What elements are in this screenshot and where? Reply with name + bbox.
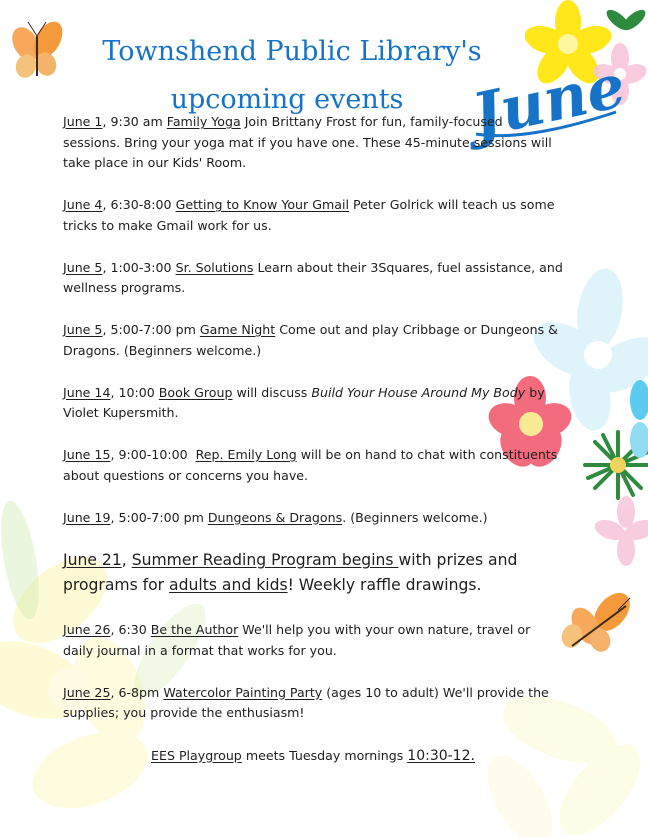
book-title: Build Your House Around My Body — [311, 384, 526, 400]
playgroup-time: 10:30-12. — [407, 747, 475, 764]
event-description: . (Beginners welcome.) — [342, 509, 488, 525]
event-date: June 21 — [63, 551, 122, 569]
event-audience: adults and kids — [169, 576, 288, 594]
event-item: June 15, 9:00-10:00 Rep. Emily Long will be on hand to chat with constituents about questions or concerns you have. — [63, 447, 558, 483]
event-description: Peter Golrick will teach us some tricks to make Gmail work for us. — [63, 197, 555, 233]
playgroup-name: EES Playgroup — [151, 747, 242, 763]
event-item: June 5, 5:00-7:00 pm Game Night Come out and play Cribbage or Dungeons & Dragons. (Beginners welcome.) — [63, 322, 558, 358]
event-item: June 26, 6:30 Be the Author We'll help you with your own nature, travel or daily journal in a format that works for you. — [63, 622, 531, 658]
svg-text:June: June — [466, 51, 632, 152]
event-name: Watercolor Painting Party — [163, 684, 323, 700]
event-item-highlight: June 21, Summer Reading Program begins with prizes and programs for adults and kids! Weekly raffle drawings. — [63, 551, 518, 594]
event-time: 9:00-10:00 — [118, 447, 196, 462]
event-date: June 5 — [63, 259, 103, 275]
page-subtitle: upcoming events — [170, 84, 404, 115]
event-item: June 19, 5:00-7:00 pm Dungeons & Dragons. (Beginners welcome.) — [63, 509, 488, 525]
event-date: June 1 — [63, 114, 103, 129]
event-item: June 4, 6:30-8:00 Getting to Know Your Gmail Peter Golrick will teach us some tricks to make Gmail work for us. — [63, 197, 555, 233]
page-title: Townshend Public Library's — [102, 36, 482, 67]
event-date: June 14 — [63, 384, 111, 400]
leaf-icon — [603, 6, 648, 33]
event-name: Book Group — [158, 384, 233, 400]
event-date: June 15 — [63, 447, 111, 462]
event-name: Game Night — [199, 322, 276, 337]
event-description: Join Brittany Frost for fun, family-focused sessions. Bring your yoga mat if you have one. These 45-minute sessions will take place in our Kids' Room. — [63, 114, 552, 170]
butterfly-icon — [558, 586, 636, 655]
event-time: 9:30 am — [110, 114, 167, 129]
event-description: will be on hand to chat with constituents about questions or concerns you have. — [63, 447, 558, 483]
event-name: Getting to Know Your Gmail — [175, 197, 349, 212]
event-time: 6-8pm — [118, 684, 164, 700]
event-item: June 5, 1:00-3:00 Sr. Solutions Learn about their 3Squares, fuel assistance, and wellness programs. — [63, 259, 563, 295]
event-time: 5:00-7:00 pm — [118, 509, 208, 525]
event-time: 5:00-7:00 pm — [110, 322, 200, 337]
event-time: 10:00 — [118, 384, 159, 400]
flower-icon — [592, 496, 648, 566]
footer-note: EES Playgroup meets Tuesday mornings 10:30-12. — [151, 747, 475, 764]
event-name: Summer Reading Program begins — [131, 551, 399, 569]
event-list — [63, 112, 563, 766]
event-description: Learn about their 3Squares, fuel assistance, and wellness programs. — [63, 259, 563, 295]
event-description: We'll help you with your own nature, travel or daily journal in a format that works for you. — [63, 622, 531, 658]
event-item: June 25, 6-8pm Watercolor Painting Party (ages 10 to adult) We'll provide the supplies; you provide the enthusiasm! — [63, 684, 549, 720]
event-description: ! Weekly raffle drawings. — [287, 576, 482, 594]
event-time: 6:30 — [118, 622, 151, 637]
event-time: 6:30-8:00 — [110, 197, 176, 212]
event-description: (ages 10 to adult) We'll provide the supplies; you provide the enthusiasm! — [63, 684, 549, 720]
event-name: Sr. Solutions — [175, 259, 254, 275]
event-item: June 14, 10:00 Book Group will discuss Build Your House Around My Body by Violet Kupersmith. — [63, 384, 545, 420]
event-date: June 25 — [63, 684, 111, 700]
event-name: Rep. Emily Long — [195, 447, 297, 462]
event-name: Family Yoga — [166, 114, 241, 129]
flower-icon — [630, 380, 648, 458]
event-item: June 1, 9:30 am Family Yoga Join Brittany Frost for fun, family-focused sessions. Bring your yoga mat if you have one. These 45-minute sessions will take place in our Kids' Room. — [63, 114, 552, 170]
event-description: by Violet Kupersmith. — [63, 384, 545, 420]
event-time: 1:00-3:00 — [110, 259, 176, 275]
event-date: June 19 — [63, 509, 111, 525]
event-name: Dungeons & Dragons — [207, 509, 343, 525]
event-date: June 5 — [63, 322, 103, 337]
event-date: June 26 — [63, 622, 111, 637]
event-date: June 4 — [63, 197, 103, 212]
event-description: Come out and play Cribbage or Dungeons & Dragons. (Beginners welcome.) — [63, 322, 558, 358]
event-name: Be the Author — [150, 622, 239, 637]
